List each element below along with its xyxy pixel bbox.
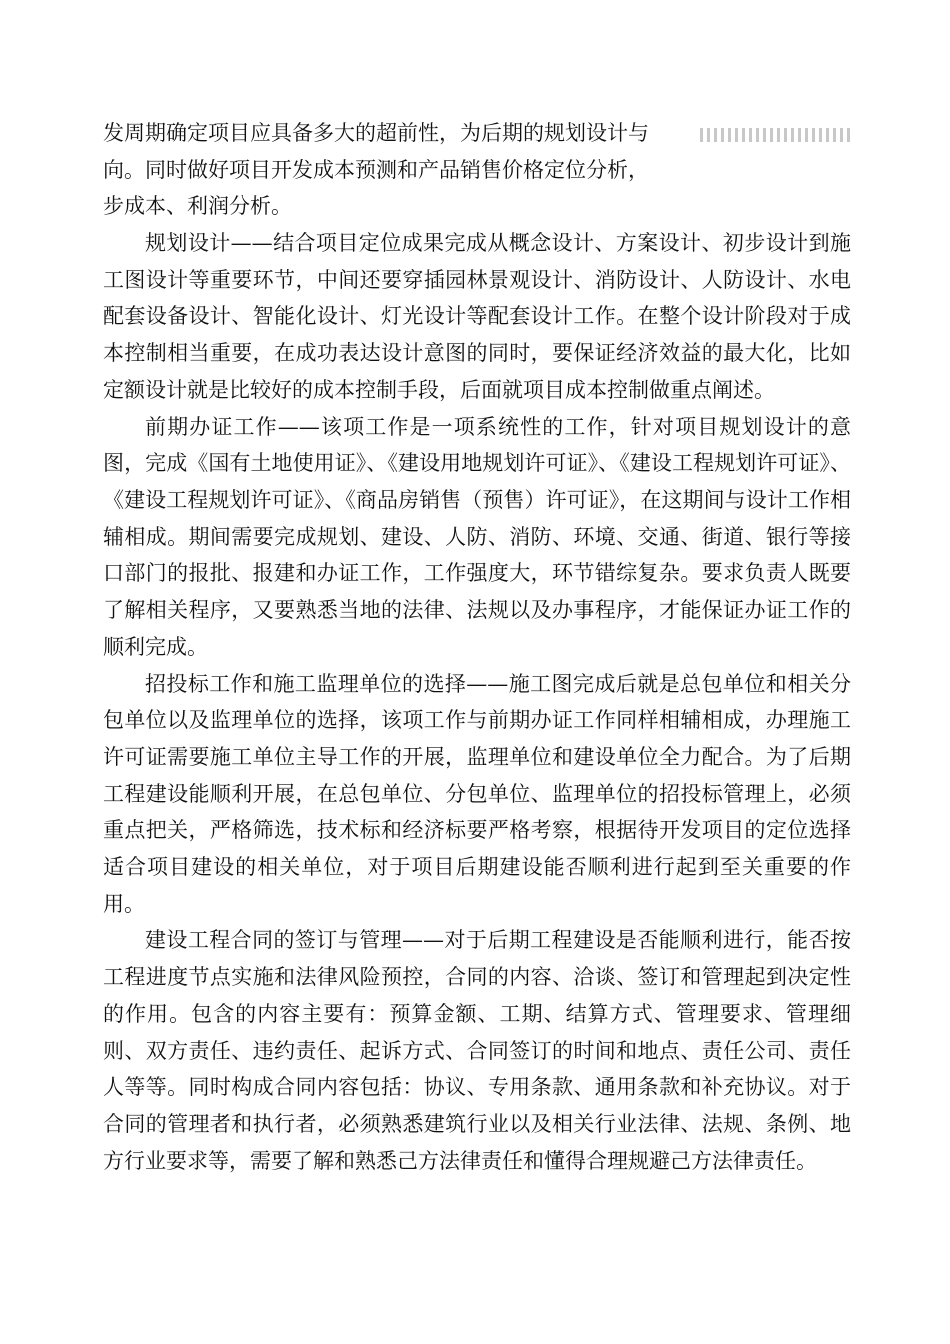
paragraph-contract-management: 建设工程合同的签订与管理——对于后期工程建设是否能顺利进行，能否按工程进度节点实施和法律风险预控，合同的内容、洽谈、签订和管理起到决定性的作用。包含的内容主要有：预算金额、工期、结算方式、管理要求、管理细则、双方责任、违约责任、起诉方式、合同签订的时间和地点、责任公司、责任人等等。同时构成合同内容包括：协议、专用条款、通用条款和补充协议。对于合同的管理者和执行者，必须熟悉建筑行业以及相关行业法律、法规、条例、地方行业要求等，需要了解和熟悉己方法律责任和懂得合理规避己方法律责任。: [103, 928, 851, 1173]
intro-line-3: 步成本、利润分析。: [103, 194, 292, 219]
intro-line-1: 发周期确定项目应具备多大的超前性，为后期的规划设计与: [103, 121, 649, 145]
paragraph-bidding-selection: 招投标工作和施工监理单位的选择——施工图完成后就是总包单位和相关分包单位以及监理单位的选择，该项工作与前期办证工作同样相辅相成，办理施工许可证需要施工单位主导工作的开展，监理单位和建设单位全力配合。为了后期工程建设能顺利开展，在总包单位、分包单位、监理单位的招投标管理上，必须重点把关，严格筛选，技术标和经济标要严格考察，根据待开发项目的定位选择适合项目建设的相关单位，对于项目后期建设能否顺利进行起到至关重要的作用。: [103, 671, 851, 916]
paragraph-permit-work: 前期办证工作——该项工作是一项系统性的工作，针对项目规划设计的意图，完成《国有土地使用证》、《建设用地规划许可证》、《建设工程规划许可证》、《建设工程规划许可证》、《商品房销售（预售）许可证》，在这期间与设计工作相辅相成。期间需要完成规划、建设、人防、消防、环境、交通、街道、银行等接口部门的报批、报建和办证工作，工作强度大，环节错综复杂。要求负责人既要了解相关程序，又要熟悉当地的法律、法规以及办事程序，才能保证办证工作的顺利完成。: [103, 414, 851, 659]
document-body: [103, 115, 851, 1179]
intro-line-2: 向。同时做好项目开发成本预测和产品销售价格定位分析，: [103, 157, 649, 182]
paragraph-planning-design: 规划设计——结合项目定位成果完成从概念设计、方案设计、初步设计到施工图设计等重要环节，中间还要穿插园林景观设计、消防设计、人防设计、水电配套设备设计、智能化设计、灯光设计等配套设计工作。在整个设计阶段对于成本控制相当重要，在成功表达设计意图的同时，要保证经济效益的最大化，比如定额设计就是比较好的成本控制手段，后面就项目成本控制做重点阐述。: [103, 231, 851, 402]
